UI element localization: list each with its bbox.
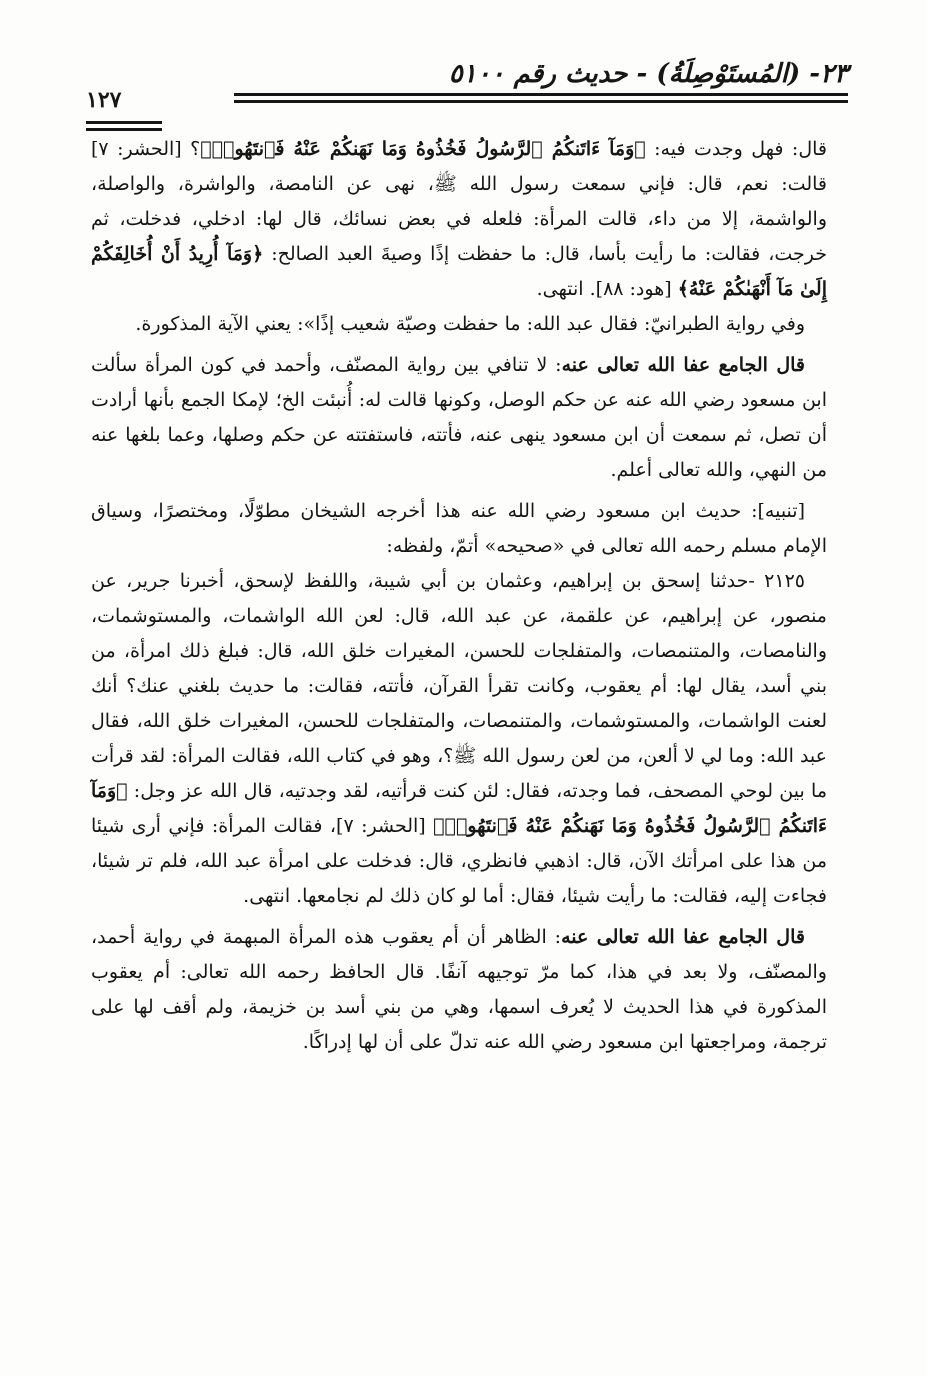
quran-verse: ﴿وَمَآ ءَاتَنكُمُ ٱلرَّسُولُ فَخُذُوهُ وَمَا نَهَنكُمْ عَنْهُ فَٱنتَهُوا۟﴾	[91, 780, 827, 837]
page-body	[91, 132, 827, 1060]
header-rule-left-bottom	[86, 128, 162, 131]
quran-verse: ﴿وَمَآ أُرِيدُ أَنْ أُخَالِفَكُمْ إِلَىٰ مَآ أَنْهَىٰكُمْ عَنْهُ﴾	[91, 243, 827, 300]
chapter-title: ٢٣- (المُستَوْصِلَةُ) - حديث رقم ٥١٠٠	[448, 59, 848, 89]
paragraph-1	[91, 132, 827, 307]
quran-verse: ﴿وَمَآ ءَاتَنكُمُ ٱلرَّسُولُ فَخُذُوهُ وَمَا نَهَنكُمْ عَنْهُ فَٱنتَهُوا۟﴾	[200, 138, 646, 160]
page-header	[86, 58, 848, 113]
author-note-lead: قال الجامع عفا الله تعالى عنه	[561, 926, 805, 948]
paragraph-5	[91, 564, 827, 914]
text-run: : الظاهر أن أم يعقوب هذه المرأة المبهمة في رواية أحمد، والمصنّف، ولا بعد في هذا، كما مرّ توجيهه آنفًا. قال الحافظ رحمه الله تعالى: أم يعقوب المذكورة في هذا الحديث لا يُعرف اسمها، وهي من بني أسد بن خزيمة، ولم أقف لها على ترجمة، ومراجعتها ابن مسعود رضي الله عنه تدلّ على أن لها إدراكًا.	[91, 926, 827, 1053]
paragraph-4: [تنبيه]: حديث ابن مسعود رضي الله عنه هذا أخرجه الشيخان مطوّلًا، ومختصرًا، وسياق الإمام مسلم رحمه الله تعالى في «صحيحه» أتمّ، ولفظه:	[91, 500, 827, 557]
author-note-lead: قال الجامع عفا الله تعالى عنه	[561, 354, 805, 376]
paragraph-3	[91, 348, 827, 488]
header-rule-top	[234, 93, 848, 96]
text-run: قال: فهل وجدت فيه:	[645, 138, 828, 160]
text-run: : لا تنافي بين رواية المصنّف، وأحمد في كون المرأة سألت ابن مسعود رضي الله عنه عن حكم الوصل، وكونها قالت له: أُنبئت الخ؛ لإمكا الجمع بأنها أرادت أن تصل، ثم سمعت أن ابن مسعود ينهى عنه، فأتته، فاستفتته عن حكم وصلها، وعما بلغها عنه من النهي، والله تعالى أعلم.	[91, 354, 827, 481]
page-number: ١٢٧	[86, 87, 122, 113]
header-rule-bottom	[234, 100, 848, 103]
text-run: [هود: ٨٨]. انتهى.	[536, 278, 678, 300]
text-run: ؟ [الحشر: ٧] قالت: نعم، قال: فإني سمعت رسول الله ﷺ، نهى عن النامصة، والواشرة، والواصلة، والواشمة، إلا من داء، قالت المرأة: فلعله في بعض نسائك، قال لها: ادخلي، فدخلت، ثم خرجت، فقالت: ما رأيت بأسا، قال: ما حفظت إذًا وصيةَ العبد الصالح:	[91, 138, 827, 265]
paragraph-2: وفي رواية الطبرانيّ: فقال عبد الله: ما حفظت وصيّة شعيب إذًا»: يعني الآية المذكورة.	[135, 313, 805, 335]
text-run: ٢١٢٥ -حدثنا إسحق بن إبراهيم، وعثمان بن أبي شيبة، واللفظ لإسحق، أخبرنا جرير، عن منصور، عن إبراهيم، عن علقمة، عن عبد الله، قال: لعن الله الواشمات، والمستوشمات، والنامصات، والمتنمصات، والمتفلجات للحسن، المغيرات خلق الله، قال: فبلغ ذلك امرأة، من بني أسد، يقال لها: أم يعقوب، وكانت تقرأ القرآن، فأتته، فقالت: ما حديث بلغني عنك؟ أنك لعنت الواشمات، والمستوشمات، والمتنمصات، والمتفلجات للحسن، المغيرات خلق الله، فقال عبد الله: وما لي لا ألعن، من لعن رسول الله ﷺ؟، وهو في كتاب الله، فقالت المرأة: لقد قرأت ما بين لوحي المصحف، فما وجدته، فقال: لئن كنت قرأتيه، لقد وجدتيه، قال الله عز وجل:	[91, 570, 827, 802]
paragraph-6	[91, 920, 827, 1060]
text-run: [الحشر: ٧]، فقالت المرأة: فإني أرى شيئا من هذا على امرأتك الآن، قال: اذهبي فانظري، قال: فدخلت على امرأة عبد الله، فلم تر شيئا، فجاءت إليه، فقالت: ما رأيت شيئا، فقال: أما لو كان ذلك لم نجامعها. انتهى.	[91, 815, 827, 907]
header-rule-left-top	[86, 121, 162, 124]
